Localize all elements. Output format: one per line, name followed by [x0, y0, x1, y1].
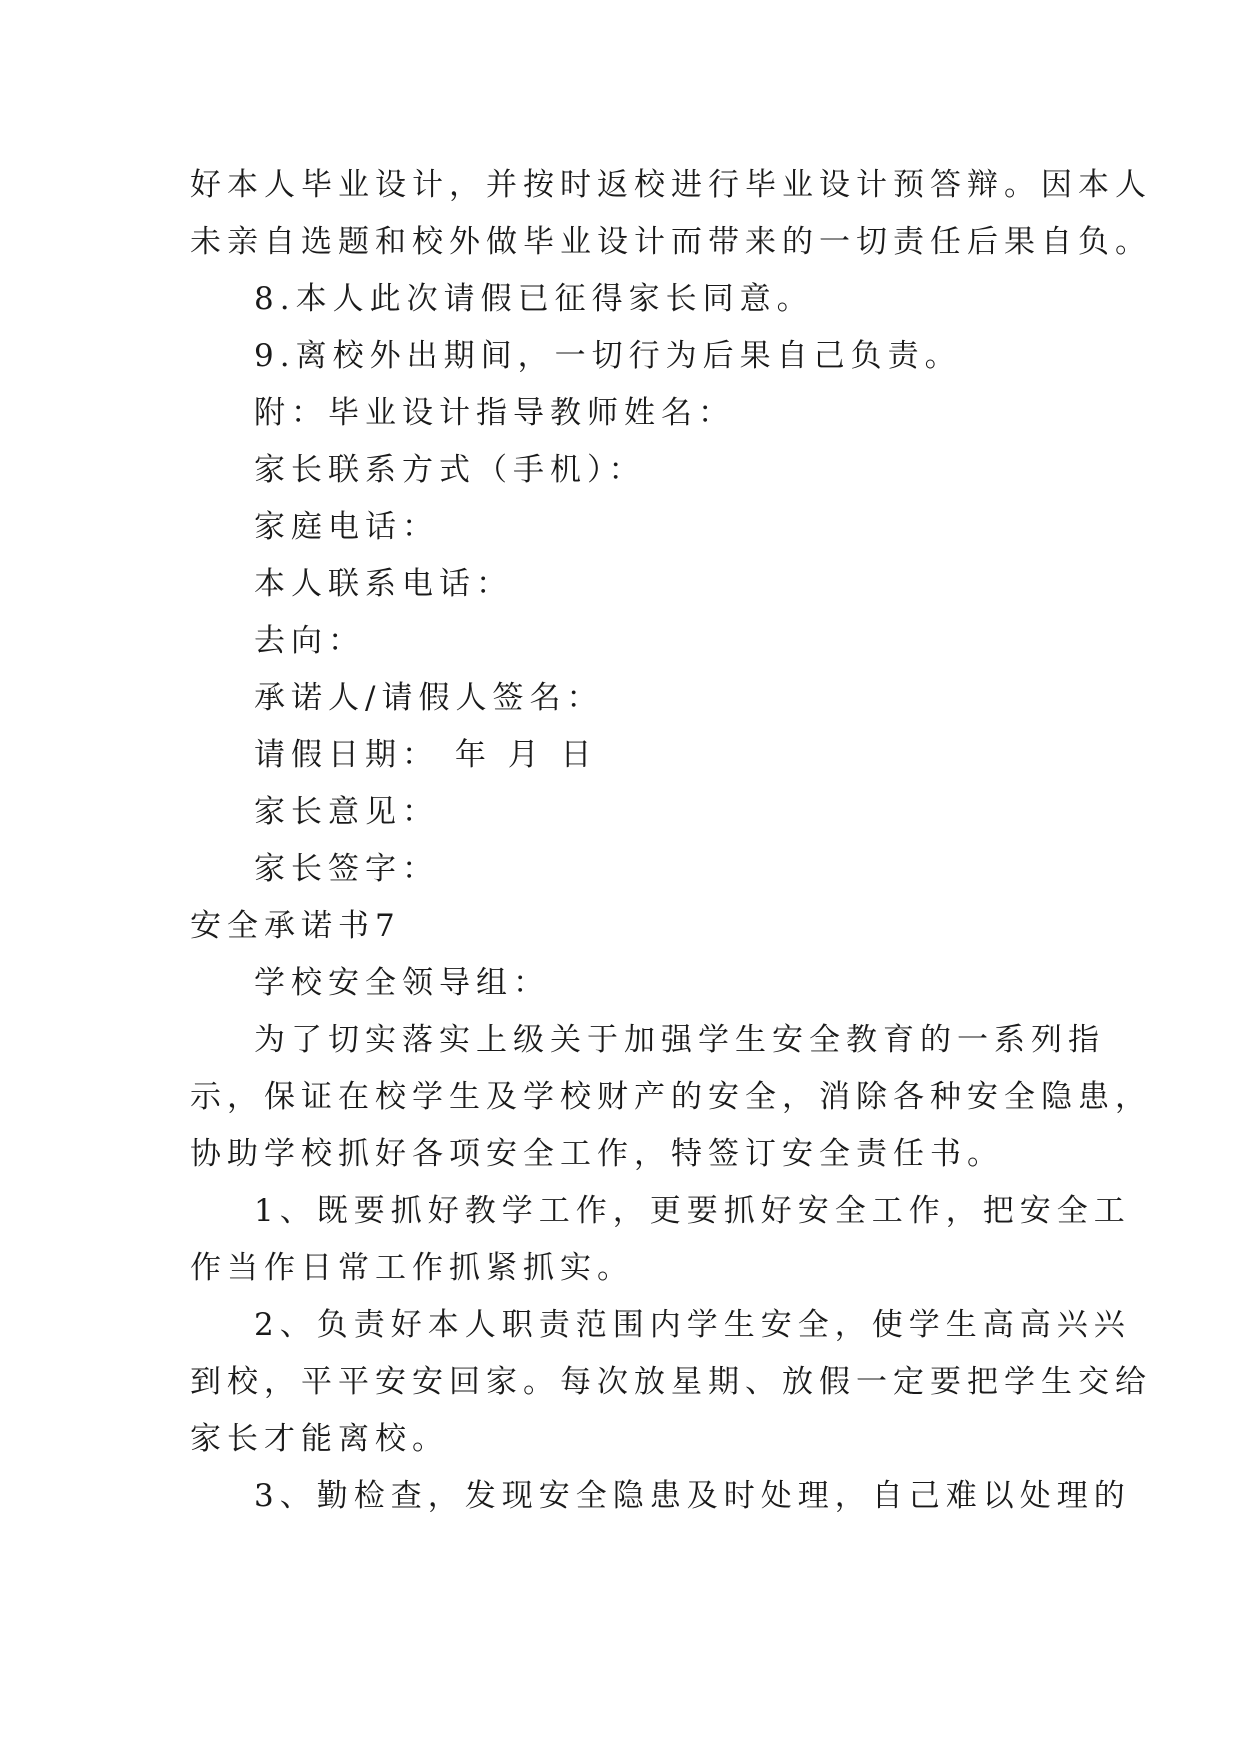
paragraph-line: 本人联系电话：	[254, 566, 513, 602]
paragraph-line: 家长签字：	[254, 851, 439, 887]
paragraph-line: 家长才能离校。	[190, 1421, 449, 1457]
paragraph-line: 3、勤检查，发现安全隐患及时处理，自己难以处理的	[254, 1478, 1131, 1514]
paragraph-line: 好本人毕业设计，并按时返校进行毕业设计预答辩。因本人	[190, 167, 1152, 203]
section-heading: 安全承诺书7	[190, 908, 401, 944]
paragraph-line: 示，保证在校学生及学校财产的安全，消除各种安全隐患，	[190, 1079, 1152, 1115]
paragraph-line: 学校安全领导组：	[254, 965, 550, 1001]
paragraph-line: 去向：	[254, 623, 365, 659]
paragraph-line: 为了切实落实上级关于加强学生安全教育的一系列指	[254, 1022, 1105, 1058]
paragraph-line: 协助学校抓好各项安全工作，特签订安全责任书。	[190, 1136, 1004, 1172]
paragraph-line: 家长意见：	[254, 794, 439, 830]
paragraph-line: 未亲自选题和校外做毕业设计而带来的一切责任后果自负。	[190, 224, 1152, 260]
paragraph-line: 承诺人/请假人签名：	[254, 680, 604, 716]
paragraph-line: 到校，平平安安回家。每次放星期、放假一定要把学生交给	[190, 1364, 1152, 1400]
paragraph-line: 2、负责好本人职责范围内学生安全，使学生高高兴兴	[254, 1307, 1131, 1343]
paragraph-line: 8.本人此次请假已征得家长同意。	[254, 281, 814, 317]
paragraph-line: 请假日期： 年 月 日	[254, 737, 598, 773]
paragraph-line: 附：毕业设计指导教师姓名：	[254, 395, 735, 431]
paragraph-line: 作当作日常工作抓紧抓实。	[190, 1250, 634, 1286]
paragraph-line: 家庭电话：	[254, 509, 439, 545]
paragraph-line: 9.离校外出期间，一切行为后果自己负责。	[254, 338, 962, 374]
paragraph-line: 1、既要抓好教学工作，更要抓好安全工作，把安全工	[254, 1193, 1131, 1229]
paragraph-line: 家长联系方式（手机）：	[254, 452, 646, 488]
